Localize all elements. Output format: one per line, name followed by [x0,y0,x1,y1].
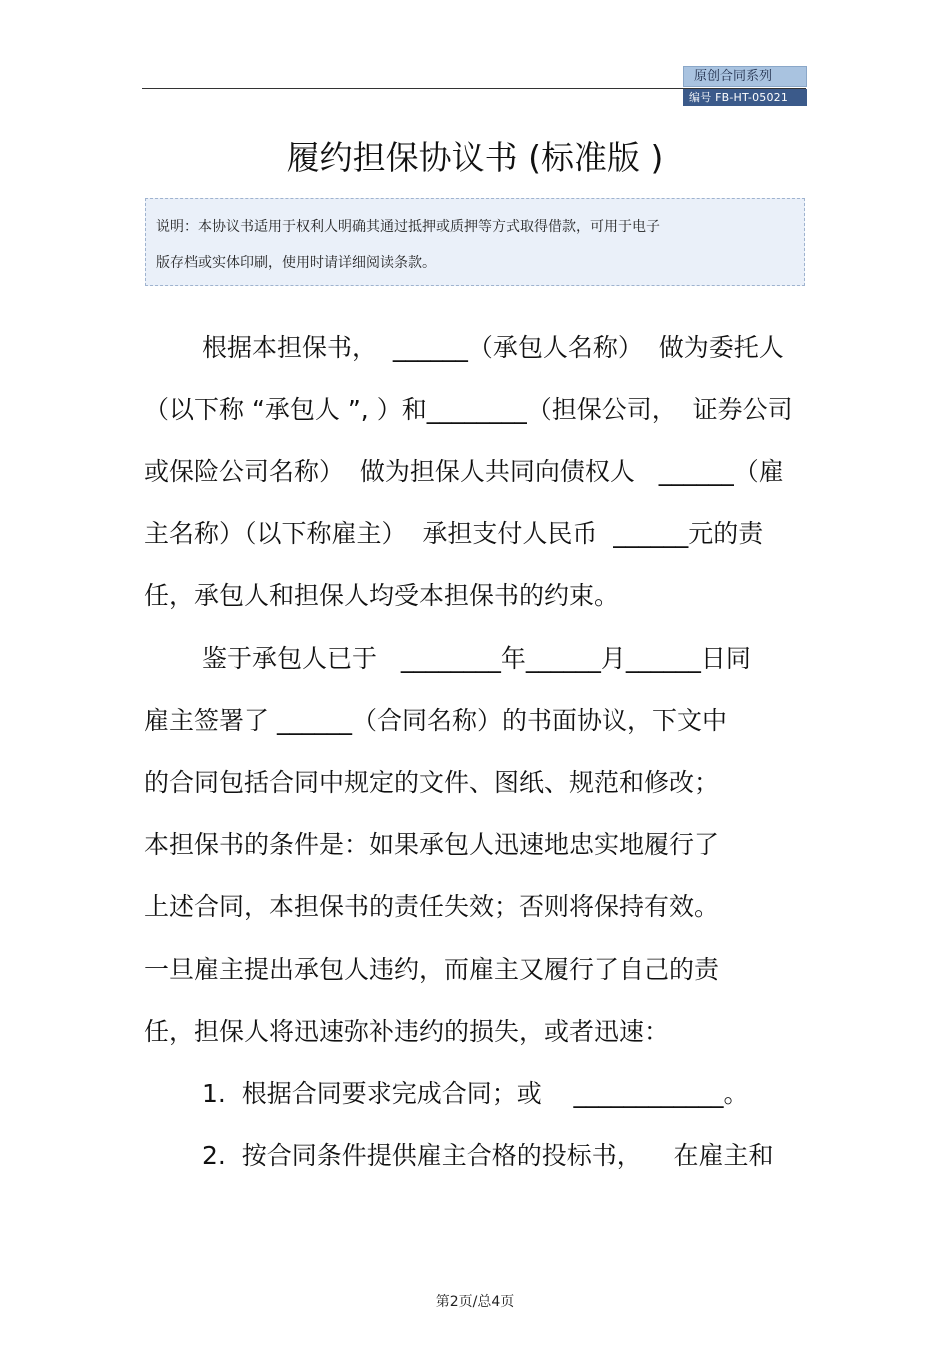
document-title: 履约担保协议书 (标准版 ) [286,138,664,177]
body-line-5: 任，承包人和担保人均受本担保书的约束。 [144,581,620,610]
body-line-12: 任，担保人将迅速弥补违约的损失，或者迅速： [144,1017,670,1046]
usage-note-line-1: 说明：本协议书适用于权利人明确其通过抵押或质押等方式取得借款，可用于电子 [156,219,660,235]
body-line-6: 鉴于承包人已于 ________年______月______日同 [202,644,751,673]
contract-series-label: 原创合同系列 [683,66,807,87]
body-line-2: （以下称 “承包人 ”, ）和________（担保公司， 证券公司 [144,395,793,424]
list-item-2: 2. 按合同条件提供雇主合格的投标书， 在雇主和 [202,1141,774,1170]
body-line-3: 或保险公司名称） 做为担保人共同向债权人 ______（雇 [144,457,784,486]
body-line-7: 雇主签署了 ______（合同名称）的书面协议，下文中 [144,706,727,735]
body-line-1: 根据本担保书， ______（承包人名称） 做为委托人 [202,333,784,362]
list-item-1: 1. 根据合同要求完成合同；或 ____________。 [202,1079,749,1108]
body-line-9: 本担保书的条件是：如果承包人迅速地忠实地履行了 [144,830,720,859]
body-line-4: 主名称）（以下称雇主） 承担支付人民币 ______元的责 [144,519,764,548]
usage-note-box [145,198,805,286]
body-line-11: 一旦雇主提出承包人违约，而雇主又履行了自己的责 [144,955,720,984]
page-number-footer: 第2页/总4页 [435,1294,515,1310]
usage-note-line-2: 版存档或实体印刷，使用时请详细阅读条款。 [156,255,436,271]
body-line-10: 上述合同，本担保书的责任失效；否则将保持有效。 [144,892,720,921]
contract-code-label: 编号 FB-HT-05021 [683,89,807,106]
body-line-8: 的合同包括合同中规定的文件、图纸、规范和修改； [144,768,720,797]
